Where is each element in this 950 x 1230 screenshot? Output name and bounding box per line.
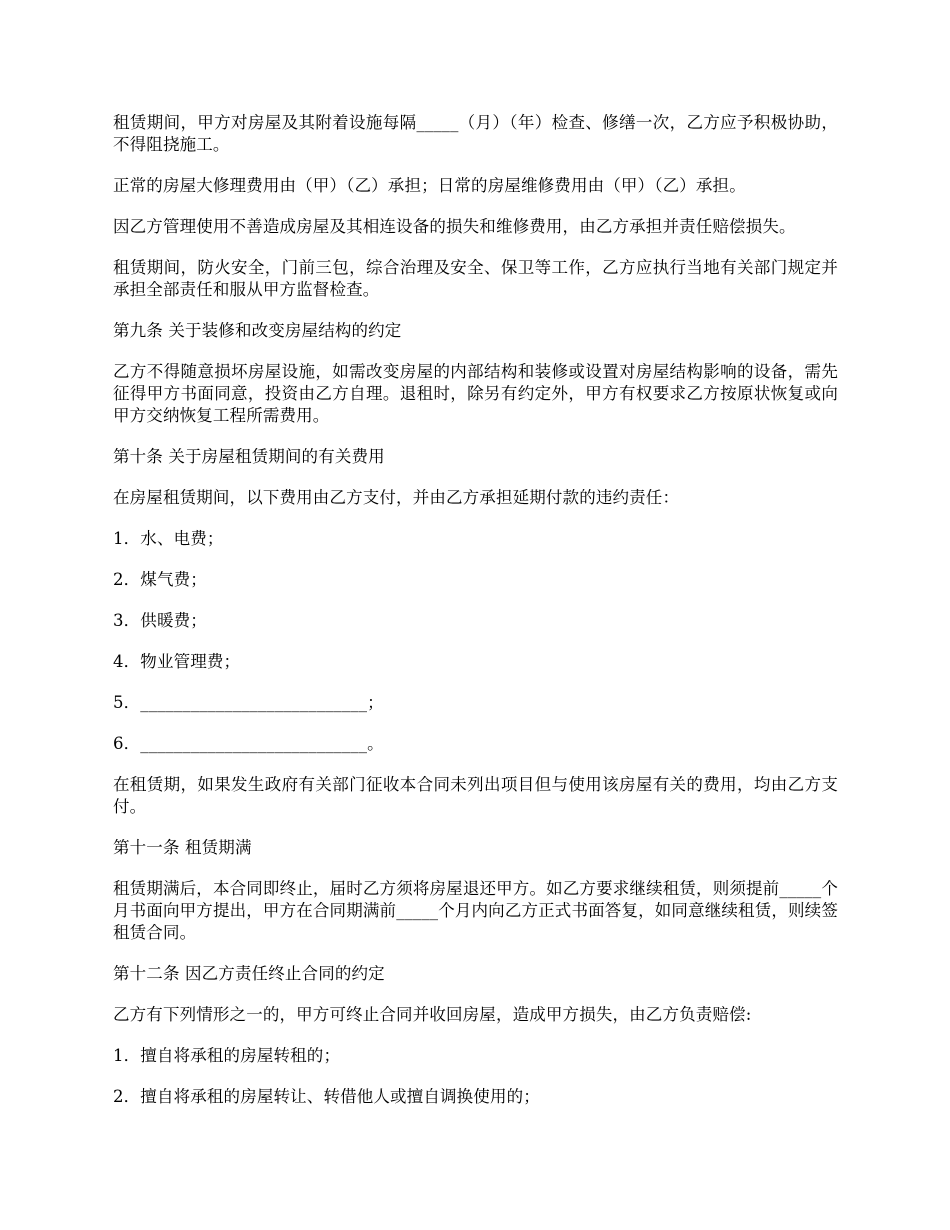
list-item: 2．擅自将承租的房屋转让、转借他人或擅自调换使用的； xyxy=(113,1087,540,1106)
paragraph-repair-costs: 正常的房屋大修理费用由（甲）（乙）承担；日常的房屋维修费用由（甲）（乙）承担。 xyxy=(113,176,746,195)
paragraph-termination-intro: 乙方有下列情形之一的，甲方可终止合同并收回房屋，造成甲方损失，由乙方负责赔偿: xyxy=(113,1005,752,1024)
paragraph-fire-safety: 租赁期间，防火安全，门前三包，综合治理及安全、保卫等工作，乙方应执行当地有关部门规定并承担全部责任和服从甲方监督检查。 xyxy=(113,258,838,299)
paragraph-lease-expiry: 租赁期满后，本合同即终止，届时乙方须将房屋退还甲方。如乙方要求继续租赁，则须提前_____个月书面向甲方提出，甲方在合同期满前_____个月内向乙方正式书面答复，如同意继续租赁，则续签租赁合同。 xyxy=(113,879,838,942)
heading-article-10: 第十条 关于房屋租赁期间的有关费用 xyxy=(113,447,385,466)
paragraph-renovation: 乙方不得随意损坏房屋设施，如需改变房屋的内部结构和装修或设置对房屋结构影响的设备，需先征得甲方书面同意，投资由乙方自理。退租时，除另有约定外，甲方有权要求乙方按原状恢复或向甲方交纳恢复工程所需费用。 xyxy=(113,362,838,425)
list-item: 6．___________________________。 xyxy=(113,734,384,753)
paragraph-inspection: 租赁期间，甲方对房屋及其附着设施每隔_____（月）（年）检查、修缮一次，乙方应予积极协助，不得阻挠施工。 xyxy=(113,113,838,154)
paragraph-fees-intro: 在房屋租赁期间，以下费用由乙方支付，并由乙方承担延期付款的违约责任： xyxy=(113,488,680,507)
list-item: 5．___________________________； xyxy=(113,693,384,712)
list-item: 1．水、电费； xyxy=(113,529,224,548)
heading-article-9: 第九条 关于装修和改变房屋结构的约定 xyxy=(113,321,402,340)
heading-article-12: 第十二条 因乙方责任终止合同的约定 xyxy=(113,964,385,983)
list-item: 1．擅自将承租的房屋转租的； xyxy=(113,1046,341,1065)
heading-article-11: 第十一条 租赁期满 xyxy=(113,838,252,857)
paragraph-government-fees: 在租赁期，如果发生政府有关部门征收本合同未列出项目但与使用该房屋有关的费用，均由乙方支付。 xyxy=(113,775,838,816)
paragraph-damage-liability: 因乙方管理使用不善造成房屋及其相连设备的损失和维修费用，由乙方承担并责任赔偿损失。 xyxy=(113,217,796,236)
list-item: 2．煤气费； xyxy=(113,570,207,589)
list-item: 4．物业管理费； xyxy=(113,652,241,671)
list-item: 3．供暖费； xyxy=(113,611,207,630)
